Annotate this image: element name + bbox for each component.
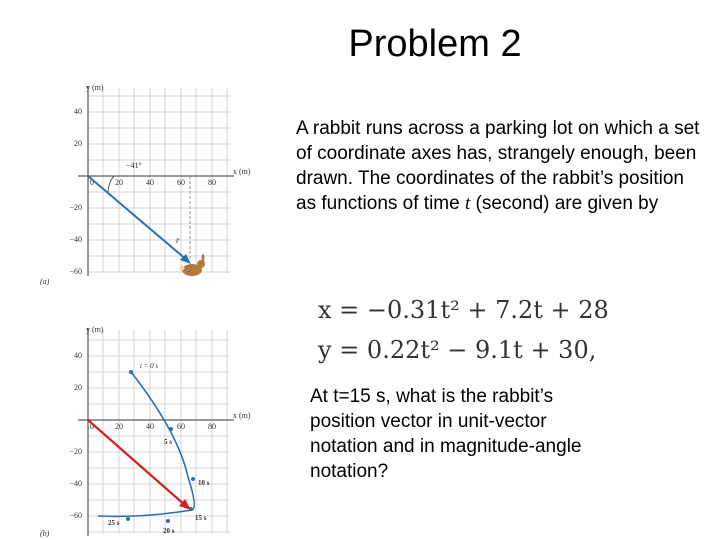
equation-y <box>318 336 596 364</box>
figure-a-panel-label: (a) <box>40 277 50 286</box>
figure-b-x-axis-label: x (m) <box>233 411 251 420</box>
figure-a-angle-label: −41° <box>126 161 142 170</box>
figure-b-time-label: t = 0 s <box>140 362 159 370</box>
figure-b-y-tick: 20 <box>74 383 82 392</box>
figure-b-x-tick: 20 <box>115 422 123 431</box>
figure-b-point <box>191 477 195 481</box>
figure-b-point <box>166 519 170 523</box>
figure-a-x-tick: 40 <box>146 178 154 187</box>
figure-a-x-tick: 60 <box>177 178 185 187</box>
figure-b-point <box>126 517 130 521</box>
figure-b-x-tick: 80 <box>208 422 216 431</box>
figure-b-y-axis-label: y (m) <box>86 325 104 334</box>
figure-a-x-axis-label: x (m) <box>233 167 251 176</box>
figure-b <box>28 322 278 540</box>
figure-b-point <box>169 427 173 431</box>
problem-text-main: A rabbit runs across a parking lot on which a set of coordinate axes has, strangely enough, been drawn. The coordinates of the rabbit’s position as functions of time <box>296 118 700 214</box>
slide-title: Problem 2 <box>348 23 522 65</box>
figure-b-graph <box>28 322 278 540</box>
figure-b-y-tick: −20 <box>69 447 82 456</box>
figure-a-y-tick: 40 <box>74 107 82 116</box>
figure-b-time-label: 15 s <box>195 514 207 522</box>
time-variable: t <box>464 193 471 214</box>
figure-b-y-tick: −40 <box>69 479 82 488</box>
figure-a-graph <box>28 78 278 288</box>
figure-a-y-tick: 20 <box>74 139 82 148</box>
figure-a-x-tick: 80 <box>208 178 216 187</box>
figure-b-y-tick: −60 <box>69 511 82 520</box>
equation-x-text: x = −0.31t² + 7.2t + 28 <box>318 296 609 324</box>
figure-a-x-tick: 20 <box>115 178 123 187</box>
figure-a-y-tick: −20 <box>69 203 82 212</box>
figure-a-angle-arc <box>108 176 114 192</box>
figure-b-x-tick: 40 <box>146 422 154 431</box>
figure-a-y-axis-label: y (m) <box>86 83 104 92</box>
figure-b-panel-label: (b) <box>40 529 50 538</box>
figure-b-grid <box>88 330 230 534</box>
problem-text <box>296 116 706 216</box>
question-text: At t=15 s, what is the rabbit’s position vector in unit-vector notation and in magnitude-angle notation? <box>310 386 582 482</box>
figure-b-time-label: 25 s <box>108 519 120 527</box>
equation-x <box>318 296 609 324</box>
figure-b-y-tick: 0 <box>90 422 94 431</box>
figure-a <box>28 78 278 288</box>
figure-a-vector-label: r <box>176 235 180 245</box>
figure-b-point <box>129 370 133 374</box>
equation-y-text: y = 0.22t² − 9.1t + 30, <box>318 336 597 364</box>
figure-a-y-tick: 0 <box>90 178 94 187</box>
figure-b-trajectory <box>98 372 194 516</box>
figure-b-time-label: 5 s <box>164 438 172 446</box>
figure-b-time-label: 10 s <box>198 479 210 487</box>
figure-a-y-tick: −60 <box>69 267 82 276</box>
figure-b-time-label: 20 s <box>163 527 175 535</box>
figure-a-y-tick: −40 <box>69 235 82 244</box>
problem-text-end: (second) are given by <box>470 193 659 214</box>
figure-b-x-tick: 60 <box>177 422 185 431</box>
figure-b-y-tick: 40 <box>74 351 82 360</box>
